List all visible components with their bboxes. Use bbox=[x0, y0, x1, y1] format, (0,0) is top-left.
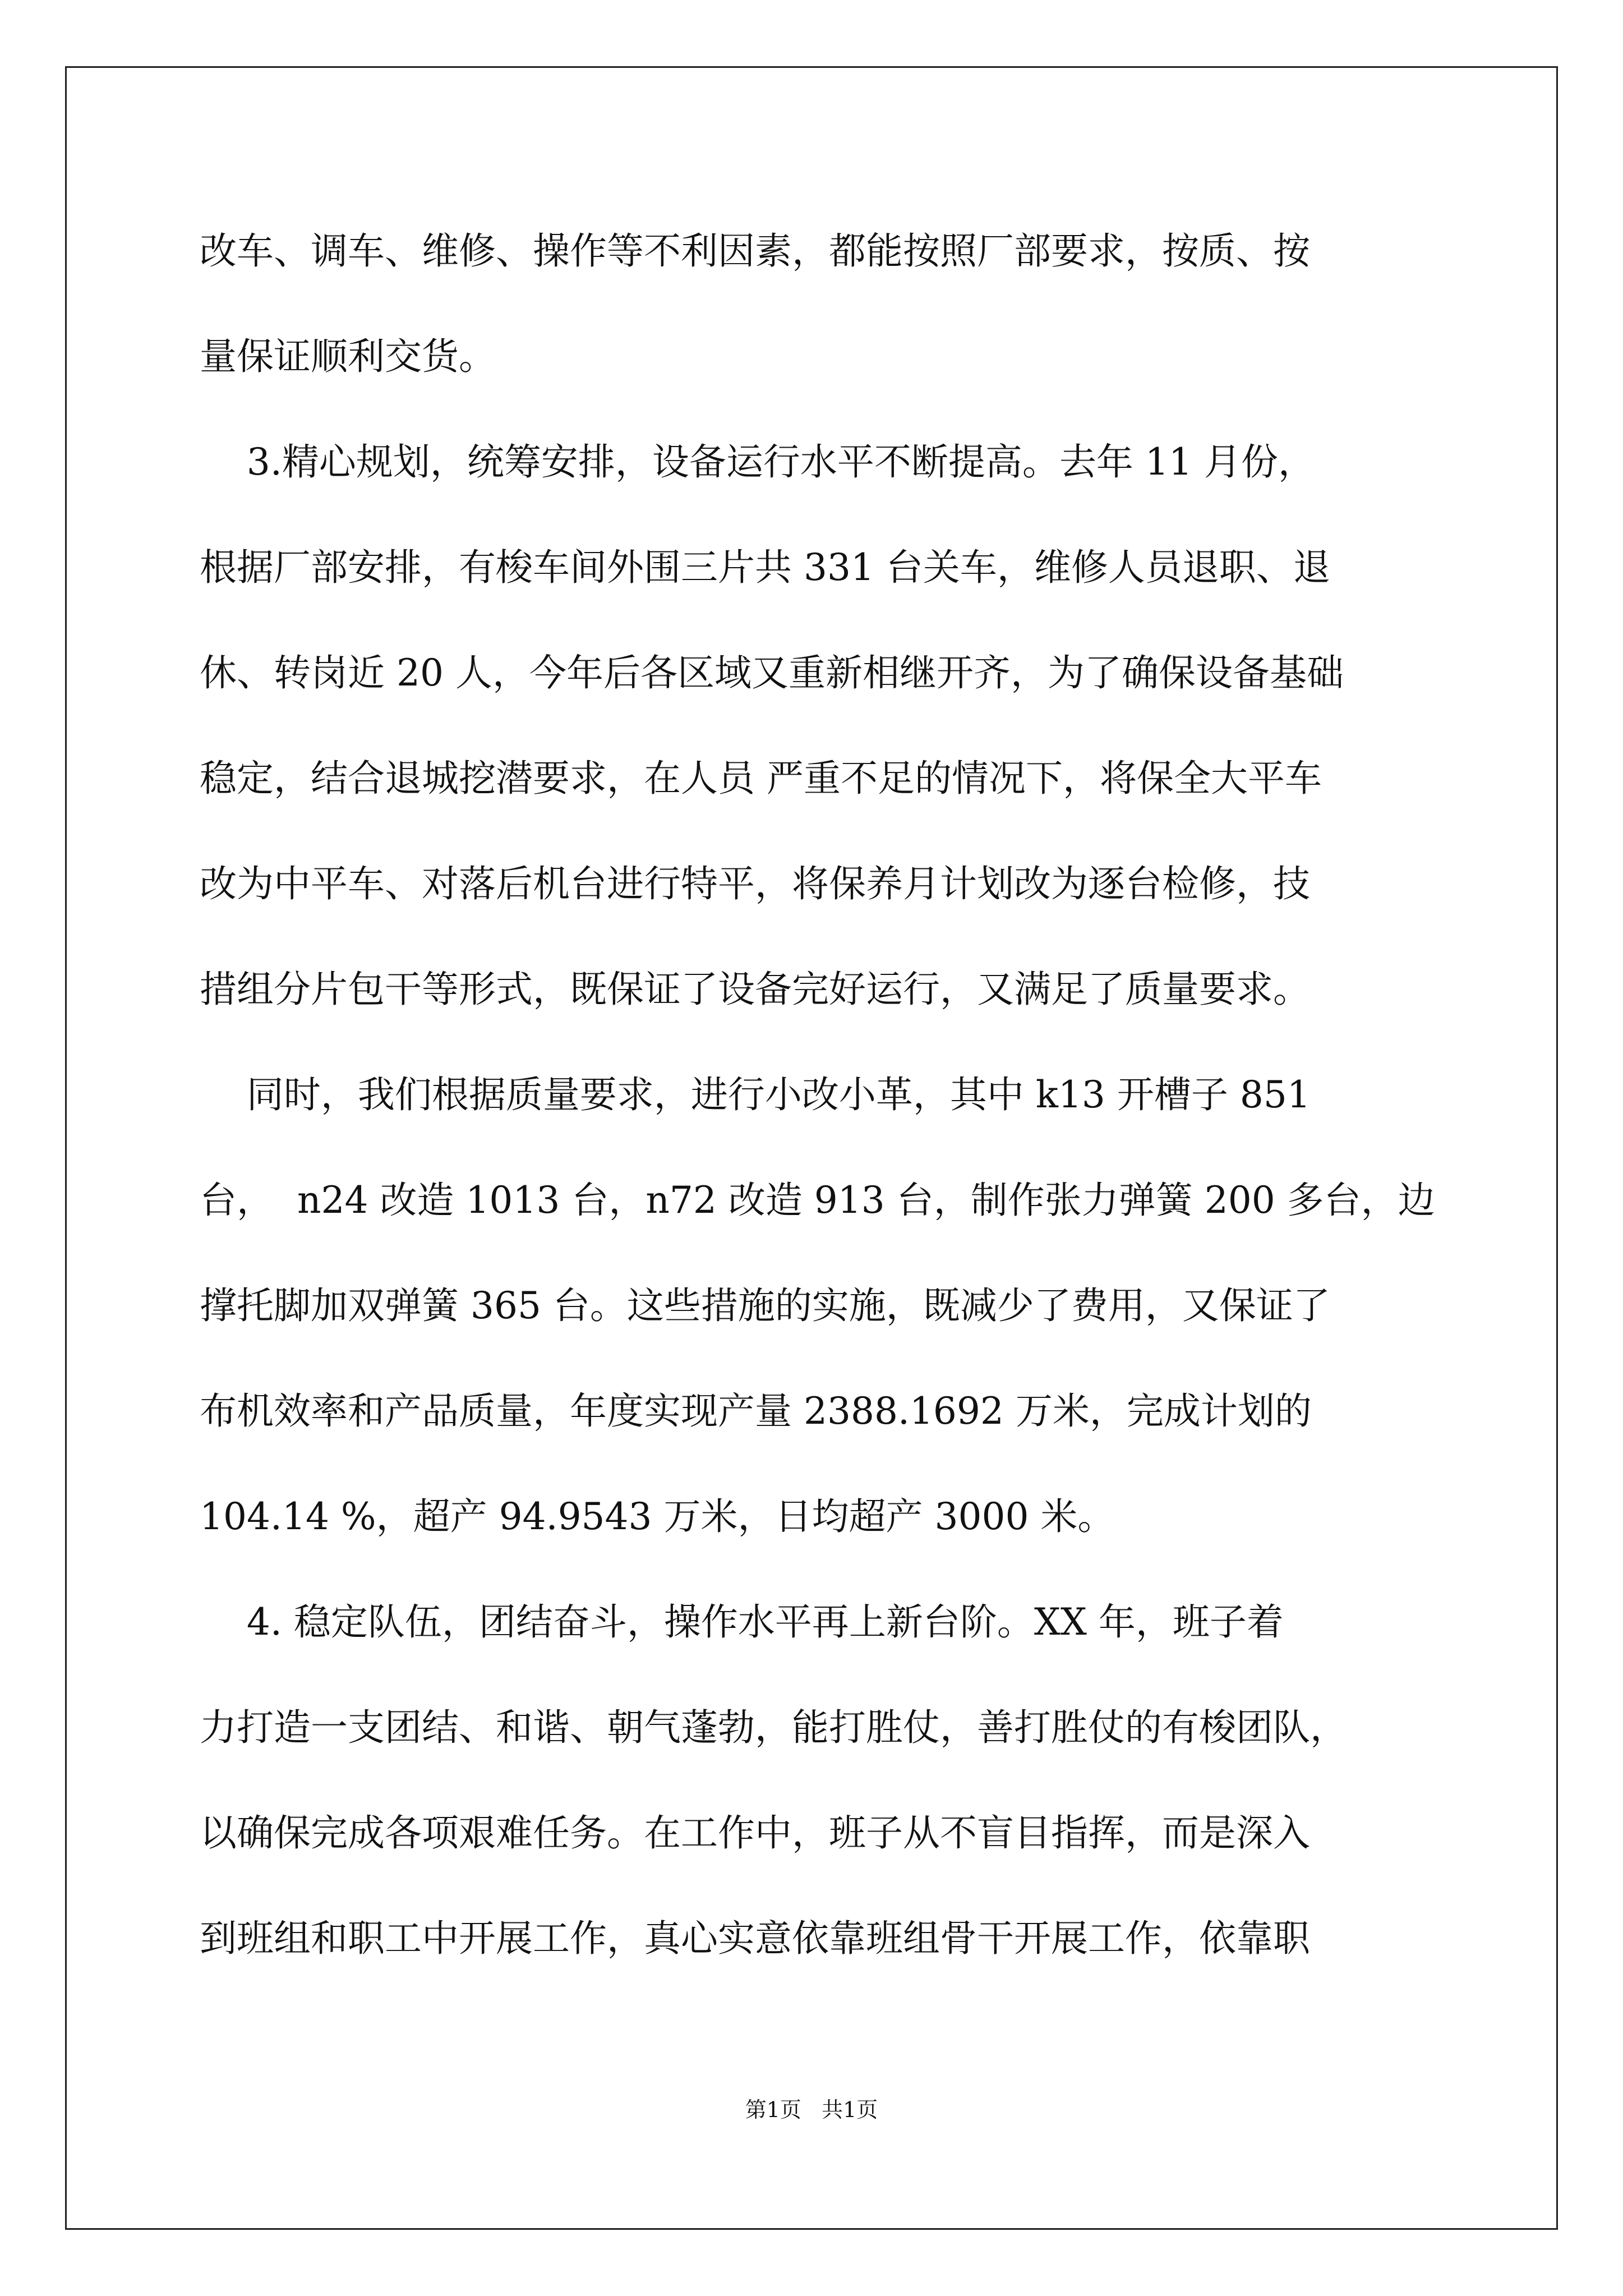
text-line: 稳定，结合退城挖潜要求，在人员 严重不足的情况下，将保全大平车 bbox=[200, 757, 1322, 800]
text-line: 力打造一支团结、和谐、朝气蓬勃，能打胜仗，善打胜仗的有梭团队， bbox=[200, 1706, 1347, 1749]
page-number: 第1页 共1页 bbox=[745, 2097, 878, 2122]
text-line: 改为中平车、对落后机台进行特平，将保养月计划改为逐台检修，技 bbox=[200, 862, 1310, 905]
text-line: 撑托脚加双弹簧 365 台。这些措施的实施，既减少了费用，又保证了 bbox=[200, 1284, 1330, 1327]
text-line: 3.精心规划，统筹安排，设备运行水平不断提高。去年 11 月份， bbox=[200, 440, 1315, 484]
text-line: 休、转岗近 20 人，今年后各区域又重新相继开齐，为了确保设备基础 bbox=[200, 651, 1344, 694]
text-line: 量保证顺利交货。 bbox=[200, 335, 496, 378]
text-line: 4. 稳定队伍，团结奋斗，操作水平再上新台阶。XX 年，班子着 bbox=[200, 1600, 1284, 1644]
text-line: 104.14 %，超产 94.9543 万米，日均超产 3000 米。 bbox=[200, 1495, 1115, 1538]
text-line: 措组分片包干等形式，既保证了设备完好运行，又满足了质量要求。 bbox=[200, 968, 1310, 1011]
text-line: 根据厂部安排，有梭车间外围三片共 331 台关车，维修人员退职、退 bbox=[200, 546, 1330, 589]
text-line: 以确保完成各项艰难任务。在工作中，班子从不盲目指挥，而是深入 bbox=[200, 1811, 1310, 1855]
text-line: 布机效率和产品质量，年度实现产量 2388.1692 万米，完成计划的 bbox=[200, 1389, 1312, 1433]
text-line: 改车、调车、维修、操作等不利因素，都能按照厂部要求，按质、按 bbox=[200, 229, 1310, 273]
page-border bbox=[65, 66, 1558, 2230]
text-line: 台， n24 改造 1013 台，n72 改造 913 台，制作张力弹簧 200 多台，边 bbox=[200, 1179, 1435, 1222]
text-line: 同时，我们根据质量要求，进行小改小革，其中 k13 开槽子 851 bbox=[200, 1073, 1311, 1116]
text-line: 到班组和职工中开展工作，真心实意依靠班组骨干开展工作，依靠职 bbox=[200, 1917, 1310, 1960]
